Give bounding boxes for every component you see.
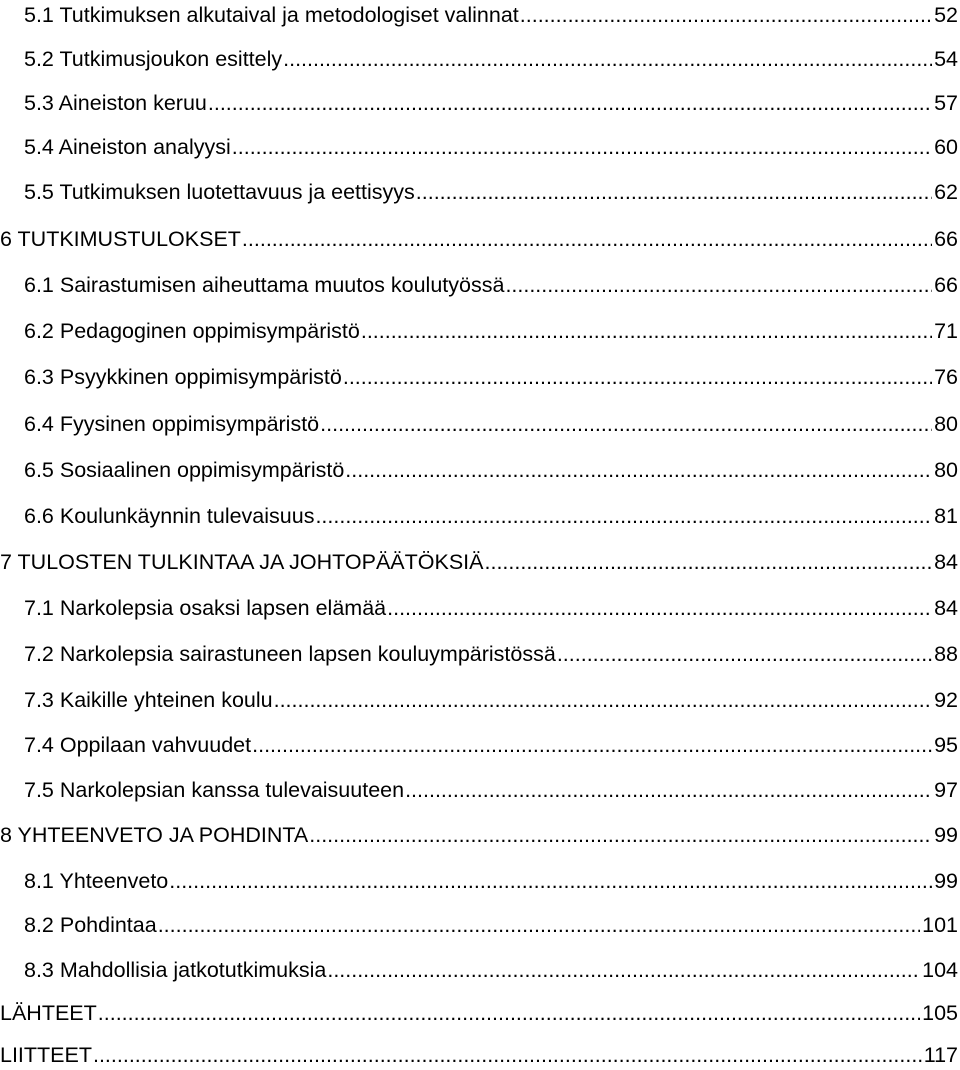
toc-leader-dots [252,730,932,760]
toc-entry[interactable] [0,409,958,439]
toc-entry-label: 7 TULOSTEN TULKINTAA JA JOHTOPÄÄTÖKSIÄ [0,550,484,574]
toc-leader-dots [274,685,932,715]
toc-entry-label: 8.2 Pohdintaa [24,913,157,937]
toc-leader-dots [93,1040,922,1070]
toc-entry[interactable] [0,820,958,850]
toc-entry-label: 7.2 Narkolepsia sairastuneen lapsen kouluympäristössä [24,642,556,666]
toc-entry-page: 76 [934,365,958,389]
toc-leader-dots [320,409,932,439]
toc-entry-page: 84 [934,550,958,574]
toc-leader-dots [361,316,932,346]
toc-entry-page: 97 [934,778,958,802]
toc-entry[interactable] [0,177,958,207]
toc-entry-label: LÄHTEET [0,1001,97,1025]
toc-leader-dots [309,820,932,850]
toc-entry-page: 80 [934,412,958,436]
toc-entry[interactable] [0,224,958,254]
toc-entry-label: 7.5 Narkolepsian kanssa tulevaisuuteen [24,778,405,802]
toc-leader-dots [169,866,932,896]
toc-entry-label: 5.2 Tutkimusjoukon esittely [24,47,283,71]
toc-leader-dots [485,547,933,577]
toc-entry-page: 81 [934,504,958,528]
toc-entry-label: 8.1 Yhteenveto [24,869,169,893]
toc-entry-page: 80 [934,458,958,482]
toc-entry-label: 5.1 Tutkimuksen alkutaival ja metodologiset valinnat [24,3,519,27]
toc-entry-page: 84 [934,596,958,620]
toc-entry-label: LIITTEET [0,1043,92,1067]
toc-entry[interactable] [0,998,958,1028]
toc-entry[interactable] [0,775,958,805]
toc-leader-dots [98,998,920,1028]
toc-leader-dots [405,775,932,805]
toc-entry[interactable] [0,132,958,162]
toc-entry-label: 6.1 Sairastumisen aiheuttama muutos koulutyössä [24,273,505,297]
toc-entry-label: 7.3 Kaikille yhteinen koulu [24,688,273,712]
toc-entry-page: 101 [922,913,958,937]
toc-entry-label: 6.6 Koulunkäynnin tulevaisuus [24,504,315,528]
toc-entry-page: 66 [934,273,958,297]
toc-entry-page: 66 [934,227,958,251]
toc-leader-dots [387,593,932,623]
toc-entry[interactable] [0,44,958,74]
toc-entry-label: 8 YHTEENVETO JA POHDINTA [0,823,309,847]
toc-entry-label: 6.3 Psyykkinen oppimisympäristö [24,365,342,389]
toc-entry-page: 99 [934,823,958,847]
toc-leader-dots [208,88,932,118]
toc-entry[interactable] [0,910,958,940]
toc-entry[interactable] [0,455,958,485]
toc-leader-dots [345,455,932,485]
toc-leader-dots [520,0,932,30]
toc-entry-page: 117 [923,1043,958,1067]
toc-leader-dots [505,270,932,300]
toc-entry-page: 54 [934,47,958,71]
toc-leader-dots [327,955,920,985]
toc-entry-label: 7.1 Narkolepsia osaksi lapsen elämää [24,596,387,620]
toc-leader-dots [232,132,932,162]
toc-entry[interactable] [0,0,958,30]
toc-leader-dots [242,224,932,254]
toc-entry-page: 95 [934,733,958,757]
toc-entry[interactable] [0,501,958,531]
toc-entry[interactable] [0,593,958,623]
toc-entry-page: 99 [934,869,958,893]
toc-leader-dots [343,362,932,392]
toc-entry-label: 6 TUTKIMUSTULOKSET [0,227,241,251]
toc-entry-label: 5.4 Aineiston analyysi [24,135,231,159]
toc-entry-label: 5.5 Tutkimuksen luotettavuus ja eettisyys [24,180,415,204]
toc-entry[interactable] [0,955,958,985]
toc-entry-label: 6.4 Fyysinen oppimisympäristö [24,412,320,436]
toc-entry[interactable] [0,88,958,118]
toc-entry[interactable] [0,685,958,715]
toc-entry[interactable] [0,1040,958,1070]
toc-entry-label: 5.3 Aineiston keruu [24,91,207,115]
toc-leader-dots [416,177,932,207]
toc-leader-dots [315,501,932,531]
toc-entry-page: 52 [934,3,958,27]
toc-leader-dots [283,44,932,74]
toc-entry[interactable] [0,866,958,896]
toc-entry-page: 71 [934,319,958,343]
toc-entry-page: 88 [934,642,958,666]
toc-entry-page: 104 [922,958,958,982]
toc-entry-label: 6.2 Pedagoginen oppimisympäristö [24,319,360,343]
toc-entry-label: 6.5 Sosiaalinen oppimisympäristö [24,458,345,482]
toc-entry-page: 57 [934,91,958,115]
toc-entry-label: 7.4 Oppilaan vahvuudet [24,733,252,757]
toc-entry[interactable] [0,270,958,300]
toc-entry[interactable] [0,730,958,760]
toc-entry[interactable] [0,639,958,669]
toc-entry-page: 62 [934,180,958,204]
toc-leader-dots [158,910,920,940]
toc-leader-dots [557,639,932,669]
toc-entry-label: 8.3 Mahdollisia jatkotutkimuksia [24,958,327,982]
toc-entry-page: 105 [922,1001,958,1025]
toc-entry[interactable] [0,547,958,577]
toc-entry-page: 60 [934,135,958,159]
toc-entry-page: 92 [934,688,958,712]
toc-entry[interactable] [0,362,958,392]
toc-entry[interactable] [0,316,958,346]
